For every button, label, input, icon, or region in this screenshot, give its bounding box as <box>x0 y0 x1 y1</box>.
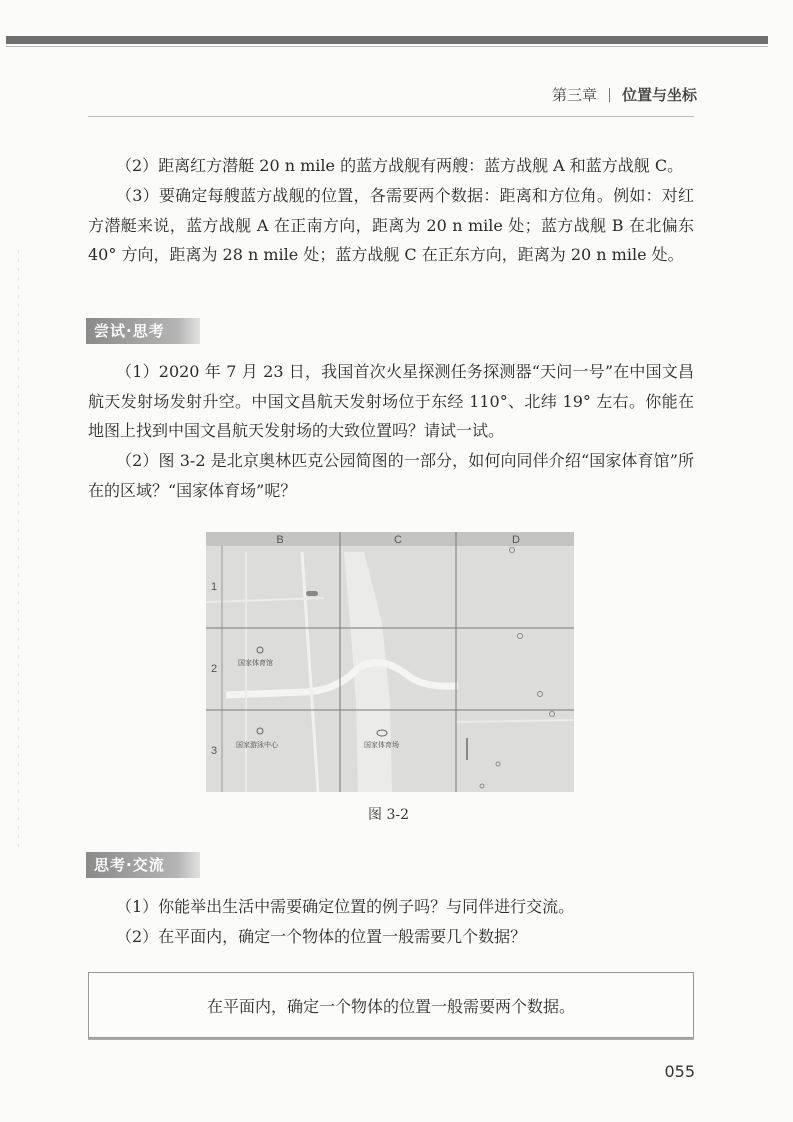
column-label-c: C <box>394 534 402 546</box>
scan-mark <box>18 250 19 850</box>
row-label-2: 2 <box>210 663 218 675</box>
section-label-discuss: 思考·交流 <box>86 852 200 878</box>
ring-landmark-icon <box>306 591 318 596</box>
row-label-3: 3 <box>210 745 218 757</box>
conclusion-text: 在平面内，确定一个物体的位置一般需要两个数据。 <box>206 997 575 1016</box>
discuss-paragraph-1: （1）你能举出生活中需要确定位置的例子吗？与同伴进行交流。 <box>116 897 575 916</box>
try-paragraph-1: （1）2020 年 7 月 23 日，我国首次火星探测任务探测器“天问一号”在中国文昌航天发射场发射升空。中国文昌航天发射场位于东经 110°、北纬 19° 左右。你能在地图上找到中国文昌航天发射场的大致位置吗？请试一试。 <box>88 362 694 441</box>
top-rule-thin <box>6 46 768 47</box>
try-paragraph-2: （2）图 3-2 是北京奥林匹克公园简图的一部分，如何向同伴介绍“国家体育馆”所在的区域？“国家体育场”呢？ <box>88 451 694 500</box>
column-label-d: D <box>512 534 520 546</box>
olympic-park-map <box>206 532 574 792</box>
top-rule <box>6 36 768 44</box>
column-label-b: B <box>276 534 284 546</box>
header-separator <box>609 88 610 102</box>
page-number: 055 <box>664 1062 695 1081</box>
figure-caption: 图 3-2 <box>368 807 409 823</box>
conclusion-box <box>88 972 694 1038</box>
label-aquatics-center: 国家游泳中心 <box>236 742 278 749</box>
running-header <box>552 84 697 105</box>
label-national-stadium: 国家体育场 <box>364 742 399 749</box>
section-title: 位置与坐标 <box>621 86 697 104</box>
header-rule <box>88 116 694 117</box>
section-label-try: 尝试·思考 <box>86 318 200 344</box>
paragraph-2: （2）距离红方潜艇 20 n mile 的蓝方战舰有两艘：蓝方战舰 A 和蓝方战舰 C。 <box>116 156 684 175</box>
paragraph-3: （3）要确定每艘蓝方战舰的位置，各需要两个数据：距离和方位角。例如：对红方潜艇来说，蓝方战舰 A 在正南方向，距离为 20 n mile 处；蓝方战舰 B 在北偏东 40° 方向，距离为 28 n mile 处；蓝方战舰 C 在正东方向，距离为 20 n mile 处。 <box>88 186 694 265</box>
discuss-paragraph-2: （2）在平面内，确定一个物体的位置一般需要几个数据？ <box>116 927 527 946</box>
chapter-label: 第三章 <box>551 86 597 104</box>
label-stadium-hall: 国家体育馆 <box>238 660 273 667</box>
row-label-1: 1 <box>210 581 218 593</box>
